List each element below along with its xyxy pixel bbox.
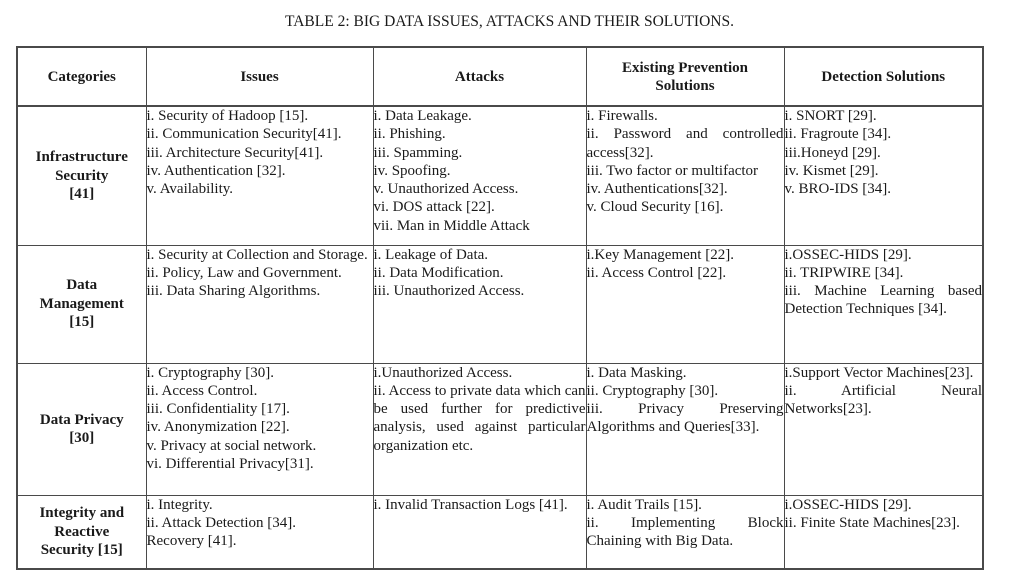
list-item: iii. Machine Learning based Detection Techniques [34]. bbox=[784, 283, 982, 318]
list-item: iv. Kismet [29]. bbox=[784, 162, 879, 179]
detection-cell bbox=[784, 245, 983, 363]
attacks-cell bbox=[373, 106, 586, 245]
list-item: i. Leakage of Data. bbox=[373, 246, 489, 263]
list-item: ii. Cryptography [30]. bbox=[586, 382, 719, 399]
header-prevention bbox=[586, 47, 784, 106]
header-prevention-line1: Existing Prevention bbox=[622, 59, 748, 76]
list-item: i.OSSEC-HIDS [29]. bbox=[784, 246, 912, 263]
category-cell bbox=[17, 363, 146, 495]
list-item: ii. Implementing Block Chaining with Big Data. bbox=[586, 514, 784, 550]
list-item: i. Data Leakage. bbox=[373, 108, 472, 124]
list-item: ii. Phishing. bbox=[373, 126, 446, 143]
list-item: ii. Finite State Machines[23]. bbox=[784, 514, 960, 531]
list-item: iii. Unauthorized Access. bbox=[373, 283, 525, 300]
list-item: ii. Access Control. bbox=[146, 382, 258, 399]
list-item: ii. Access to private data which can be used further for predictive analysis, used against particular organization etc. bbox=[373, 382, 586, 454]
list-item: ii. Fragroute [34]. bbox=[784, 126, 892, 143]
list-item: i. Data Masking. bbox=[586, 364, 687, 381]
category-label: Data Privacy bbox=[39, 411, 124, 428]
prevention-cell bbox=[586, 106, 784, 245]
list-item: iv. Spoofing. bbox=[373, 162, 451, 179]
attacks-cell bbox=[373, 495, 586, 569]
list-item: i. Cryptography [30]. bbox=[146, 364, 274, 381]
detection-cell bbox=[784, 495, 983, 569]
category-ref: [15] bbox=[69, 314, 95, 331]
list-item: iv. Authentication [32]. bbox=[146, 162, 286, 179]
category-label: Integrity and bbox=[39, 505, 125, 521]
category-ref: [41] bbox=[69, 186, 95, 202]
list-item: i. Firewalls. bbox=[586, 108, 658, 124]
category-cell bbox=[17, 495, 146, 569]
category-label: Data bbox=[66, 277, 98, 294]
list-item: iv. Anonymization [22]. bbox=[146, 419, 290, 436]
list-item: i. Audit Trails [15]. bbox=[586, 496, 702, 513]
list-item: i. Invalid Transaction Logs [41]. bbox=[373, 496, 568, 513]
list-item: i. Security of Hadoop [15]. bbox=[146, 108, 309, 124]
list-item: v. Privacy at social network. bbox=[146, 437, 317, 454]
list-item: Recovery [41]. bbox=[146, 533, 237, 550]
table-row bbox=[17, 363, 983, 495]
header-issues: Issues bbox=[146, 47, 373, 106]
list-item: iii. Two factor or multifactor bbox=[586, 162, 759, 179]
header-categories: Categories bbox=[17, 47, 146, 106]
detection-cell bbox=[784, 106, 983, 245]
header-attacks: Attacks bbox=[373, 47, 586, 106]
list-item: ii. TRIPWIRE [34]. bbox=[784, 264, 904, 281]
list-item: iii. Data Sharing Algorithms. bbox=[146, 283, 321, 300]
list-item: i. Integrity. bbox=[146, 496, 213, 513]
list-item: i.Key Management [22]. bbox=[586, 246, 734, 263]
list-item: vii. Man in Middle Attack bbox=[373, 217, 530, 234]
list-item: iii. Privacy Preserving Algorithms and Queries[33]. bbox=[586, 401, 784, 436]
list-item: iii. Spamming. bbox=[373, 144, 463, 161]
category-label: Reactive bbox=[54, 523, 110, 540]
table-caption: TABLE 2: BIG DATA ISSUES, ATTACKS AND THEIR SOLUTIONS. bbox=[285, 13, 734, 30]
table-row bbox=[17, 106, 983, 245]
list-item: iii. Confidentiality [17]. bbox=[146, 401, 290, 418]
list-item: iii.Honeyd [29]. bbox=[784, 144, 881, 161]
category-label: Security [15] bbox=[40, 542, 123, 558]
header-row bbox=[17, 47, 983, 106]
category-label: Infrastructure bbox=[35, 149, 128, 165]
category-ref: [30] bbox=[69, 430, 95, 446]
list-item: v. Unauthorized Access. bbox=[373, 181, 519, 198]
list-item: iii. Architecture Security[41]. bbox=[146, 144, 324, 161]
header-detection: Detection Solutions bbox=[784, 47, 983, 106]
prevention-cell bbox=[586, 363, 784, 495]
big-data-issues-table bbox=[16, 46, 984, 570]
issues-cell bbox=[146, 363, 373, 495]
list-item: ii. Policy, Law and Government. bbox=[146, 264, 342, 281]
list-item: ii. Communication Security[41]. bbox=[146, 126, 342, 143]
list-item: vi. Differential Privacy[31]. bbox=[146, 455, 314, 472]
category-cell bbox=[17, 106, 146, 245]
prevention-cell bbox=[586, 245, 784, 363]
category-label: Security bbox=[55, 167, 109, 184]
list-item: v. Cloud Security [16]. bbox=[586, 199, 724, 216]
category-label: Management bbox=[39, 295, 124, 312]
issues-cell bbox=[146, 495, 373, 569]
list-item: i.Unauthorized Access. bbox=[373, 364, 513, 381]
list-item: i. SNORT [29]. bbox=[784, 108, 877, 124]
list-item: vi. DOS attack [22]. bbox=[373, 199, 495, 216]
list-item: v. Availability. bbox=[146, 181, 234, 198]
detection-cell bbox=[784, 363, 983, 495]
prevention-cell bbox=[586, 495, 784, 569]
table-row bbox=[17, 495, 983, 569]
list-item: i. Security at Collection and Storage. bbox=[146, 246, 368, 263]
list-item: iv. Authentications[32]. bbox=[586, 181, 728, 198]
issues-cell bbox=[146, 106, 373, 245]
list-item: ii. Access Control [22]. bbox=[586, 264, 727, 281]
list-item: ii. Attack Detection [34]. bbox=[146, 514, 297, 531]
list-item: ii. Password and controlled access[32]. bbox=[586, 126, 784, 161]
table-row bbox=[17, 245, 983, 363]
header-prevention-line2: Solutions bbox=[655, 77, 715, 94]
category-cell bbox=[17, 245, 146, 363]
list-item: i.OSSEC-HIDS [29]. bbox=[784, 496, 912, 513]
list-item: v. BRO-IDS [34]. bbox=[784, 181, 892, 198]
issues-cell bbox=[146, 245, 373, 363]
list-item: i.Support Vector Machines[23]. bbox=[784, 364, 974, 381]
list-item: ii. Artificial Neural Networks[23]. bbox=[784, 382, 982, 418]
attacks-cell bbox=[373, 245, 586, 363]
attacks-cell bbox=[373, 363, 586, 495]
list-item: ii. Data Modification. bbox=[373, 264, 504, 281]
